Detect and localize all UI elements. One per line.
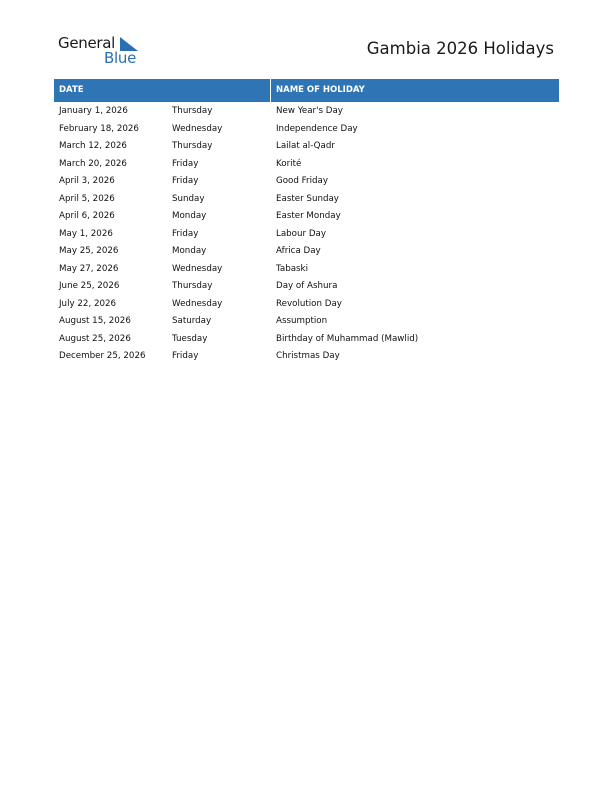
logo-word-general: General xyxy=(58,34,116,52)
cell-holiday-name: Africa Day xyxy=(276,246,321,256)
cell-date: August 15, 2026 xyxy=(59,316,131,326)
cell-weekday: Friday xyxy=(172,351,199,361)
cell-weekday: Friday xyxy=(172,158,199,169)
table-row xyxy=(54,208,559,226)
cell-holiday-name: Lailat al-Qadr xyxy=(276,141,335,151)
cell-holiday-name: Independence Day xyxy=(276,123,358,134)
table-row xyxy=(54,243,559,261)
table-row xyxy=(54,348,559,366)
cell-date: February 18, 2026 xyxy=(59,123,139,134)
cell-date: May 1, 2026 xyxy=(59,228,113,239)
table-row xyxy=(54,261,559,279)
cell-weekday: Thursday xyxy=(172,141,213,151)
table-row xyxy=(54,226,559,244)
table-row xyxy=(54,138,559,156)
cell-holiday-name: Labour Day xyxy=(276,228,326,239)
cell-date: August 25, 2026 xyxy=(59,333,131,344)
table-row xyxy=(54,278,559,296)
cell-holiday-name: Revolution Day xyxy=(276,298,342,309)
cell-date: December 25, 2026 xyxy=(59,351,146,361)
cell-holiday-name: Tabaski xyxy=(276,263,308,274)
cell-holiday-name: Korité xyxy=(276,158,302,169)
cell-holiday-name: Good Friday xyxy=(276,176,328,186)
cell-weekday: Monday xyxy=(172,211,207,221)
table-row xyxy=(54,313,559,331)
table-body xyxy=(54,103,559,366)
cell-weekday: Thursday xyxy=(172,281,213,291)
cell-date: July 22, 2026 xyxy=(59,298,117,309)
cell-date: March 20, 2026 xyxy=(59,158,127,169)
table-header xyxy=(54,79,559,102)
table-row xyxy=(54,156,559,174)
logo-word-blue: Blue xyxy=(104,49,136,67)
cell-holiday-name: Easter Monday xyxy=(276,211,341,221)
cell-date: June 25, 2026 xyxy=(59,281,120,291)
cell-holiday-name: Day of Ashura xyxy=(276,281,338,291)
cell-date: May 27, 2026 xyxy=(59,263,119,274)
cell-weekday: Sunday xyxy=(172,193,205,204)
cell-holiday-name: Easter Sunday xyxy=(276,193,339,204)
cell-holiday-name: Assumption xyxy=(276,316,328,326)
cell-weekday: Wednesday xyxy=(172,298,223,309)
header-divider xyxy=(270,79,271,102)
cell-weekday: Saturday xyxy=(172,316,212,326)
table-row xyxy=(54,173,559,191)
cell-weekday: Thursday xyxy=(172,106,213,116)
holiday-table xyxy=(54,79,559,366)
cell-holiday-name: Christmas Day xyxy=(276,351,340,361)
cell-holiday-name: New Year's Day xyxy=(276,106,343,116)
cell-date: May 25, 2026 xyxy=(59,246,119,256)
cell-weekday: Wednesday xyxy=(172,263,223,274)
cell-weekday: Friday xyxy=(172,228,199,239)
logo xyxy=(58,34,148,70)
cell-weekday: Tuesday xyxy=(172,333,208,344)
cell-date: April 5, 2026 xyxy=(59,193,115,204)
cell-date: April 3, 2026 xyxy=(59,176,115,186)
table-row xyxy=(54,103,559,121)
cell-holiday-name: Birthday of Muhammad (Mawlid) xyxy=(276,333,419,344)
cell-weekday: Monday xyxy=(172,246,207,256)
table-row xyxy=(54,191,559,209)
cell-date: March 12, 2026 xyxy=(59,141,127,151)
cell-weekday: Friday xyxy=(172,176,199,186)
page-title: Gambia 2026 Holidays xyxy=(366,39,554,58)
cell-weekday: Wednesday xyxy=(172,123,223,134)
column-header-holiday-name: NAME OF HOLIDAY xyxy=(276,85,365,95)
cell-date: January 1, 2026 xyxy=(59,106,128,116)
table-row xyxy=(54,121,559,139)
column-header-date: DATE xyxy=(59,85,84,95)
cell-date: April 6, 2026 xyxy=(59,211,115,221)
table-row xyxy=(54,296,559,314)
table-row xyxy=(54,331,559,349)
